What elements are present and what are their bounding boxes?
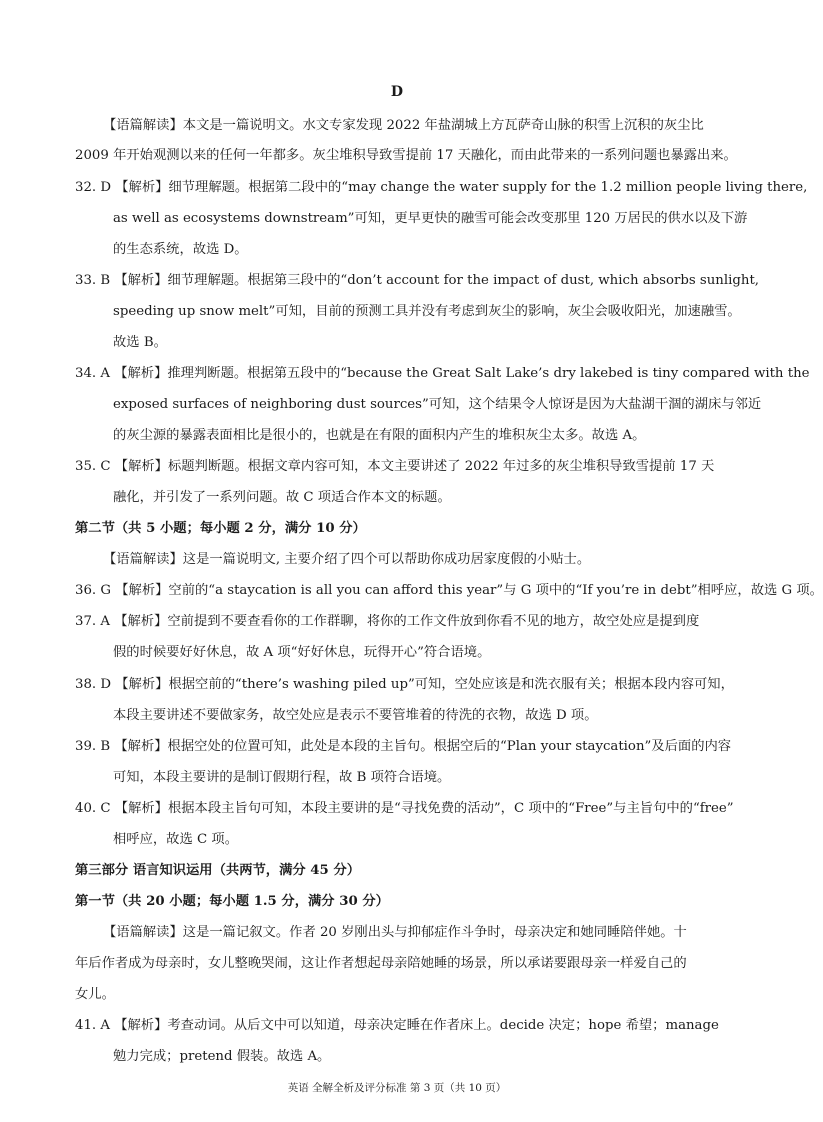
answer-36-line-1: 36. G 【解析】空前的“a staycation is all you can afford this year”与 G 项中的“If you’re in debt”相呼应，故选 G 项。 <box>75 583 823 598</box>
passage-summary-part-three-line-3: 女儿。 <box>75 987 115 1002</box>
passage-summary-part-three-line-2: 年后作者成为母亲时，女儿整晚哭闹，这让作者想起母亲陪她睡的场景，所以承诺要跟母亲一样爱自己的 <box>75 956 687 971</box>
answer-33-line-1: 33. B 【解析】细节理解题。根据第三段中的“don’t account for the impact of dust, which absorbs sunlight, <box>75 273 760 288</box>
answer-35-line-1: 35. C 【解析】标题判断题。根据文章内容可知，本文主要讲述了 2022 年过多的灰尘堆积导致雪提前 17 天 <box>75 459 715 474</box>
answer-41-line-1: 41. A 【解析】考查动词。从后文中可以知道，母亲决定睡在作者床上。decide 决定；hope 希望；manage <box>75 1018 719 1033</box>
answer-38-line-1: 38. D 【解析】根据空前的“there’s washing piled up”可知，空处应该是和洗衣服有关；根据本段内容可知， <box>75 677 734 692</box>
section-heading: D <box>390 84 404 100</box>
page-footer: 英语 全解全析及评分标准 第 3 页（共 10 页） <box>287 1082 507 1094</box>
answer-35-line-2: 融化，并引发了一系列问题。故 C 项适合作本文的标题。 <box>113 490 451 505</box>
answer-33-line-3: 故选 B。 <box>113 335 167 350</box>
answer-32-line-3: 的生态系统，故选 D。 <box>113 242 248 257</box>
answer-39-line-1: 39. B 【解析】根据空处的位置可知，此处是本段的主旨句。根据空后的“Plan your staycation”及后面的内容 <box>75 739 732 754</box>
passage-summary-part-three-line-1: 【语篇解读】这是一篇记叙文。作者 20 岁刚出头与抑郁症作斗争时，母亲决定和她同睡陪伴她。十 <box>103 925 687 940</box>
section-two-heading: 第二节（共 5 小题；每小题 2 分，满分 10 分） <box>75 521 366 536</box>
answer-39-line-2: 可知，本段主要讲的是制订假期行程，故 B 项符合语境。 <box>113 770 451 785</box>
answer-34-line-3: 的灰尘源的暴露表面相比是很小的，也就是在有限的面积内产生的堆积灰尘太多。故选 A。 <box>113 428 646 443</box>
part-three-heading: 第三部分 语言知识运用（共两节，满分 45 分） <box>75 863 361 878</box>
answer-38-line-2: 本段主要讲述不要做家务，故空处应是表示不要管堆着的待洗的衣物，故选 D 项。 <box>113 708 598 723</box>
passage-summary-section-two: 【语篇解读】这是一篇说明文, 主要介绍了四个可以帮助你成功居家度假的小贴士。 <box>103 552 591 567</box>
answer-40-line-1: 40. C 【解析】根据本段主旨句可知，本段主要讲的是“寻找免费的活动”，C 项中的“Free”与主旨句中的“free” <box>75 801 734 816</box>
answer-41-line-2: 勉力完成；pretend 假装。故选 A。 <box>113 1049 331 1064</box>
passage-summary-d-line-2: 2009 年开始观测以来的任何一年都多。灰尘堆积导致雪提前 17 天融化，而由此带来的一系列问题也暴露出来。 <box>75 148 737 163</box>
answer-37-line-2: 假的时候要好好休息，故 A 项“好好休息，玩得开心”符合语境。 <box>113 645 491 660</box>
section-one-heading: 第一节（共 20 小题；每小题 1.5 分，满分 30 分） <box>75 894 389 909</box>
answer-32-line-1: 32. D 【解析】细节理解题。根据第二段中的“may change the water supply for the 1.2 million people living there, <box>75 180 808 195</box>
answer-32-line-2: as well as ecosystems downstream”可知，更早更快的融雪可能会改变那里 120 万居民的供水以及下游 <box>113 211 748 226</box>
answer-34-line-1: 34. A 【解析】推理判断题。根据第五段中的“because the Great Salt Lake’s dry lakebed is tiny compared with the <box>75 366 810 381</box>
answer-33-line-2: speeding up snow melt”可知，目前的预测工具并没有考虑到灰尘的影响，灰尘会吸收阳光，加速融雪。 <box>113 304 741 319</box>
passage-summary-d-line-1: 【语篇解读】本文是一篇说明文。水文专家发现 2022 年盐湖城上方瓦萨奇山脉的积雪上沉积的灰尘比 <box>103 118 704 133</box>
answer-40-line-2: 相呼应，故选 C 项。 <box>113 832 239 847</box>
answer-37-line-1: 37. A 【解析】空前提到不要查看你的工作群聊，将你的工作文件放到你看不见的地方，故空处应是提到度 <box>75 614 700 629</box>
answer-34-line-2: exposed surfaces of neighboring dust sources”可知，这个结果令人惊讶是因为大盐湖干涸的湖床与邻近 <box>113 397 762 412</box>
